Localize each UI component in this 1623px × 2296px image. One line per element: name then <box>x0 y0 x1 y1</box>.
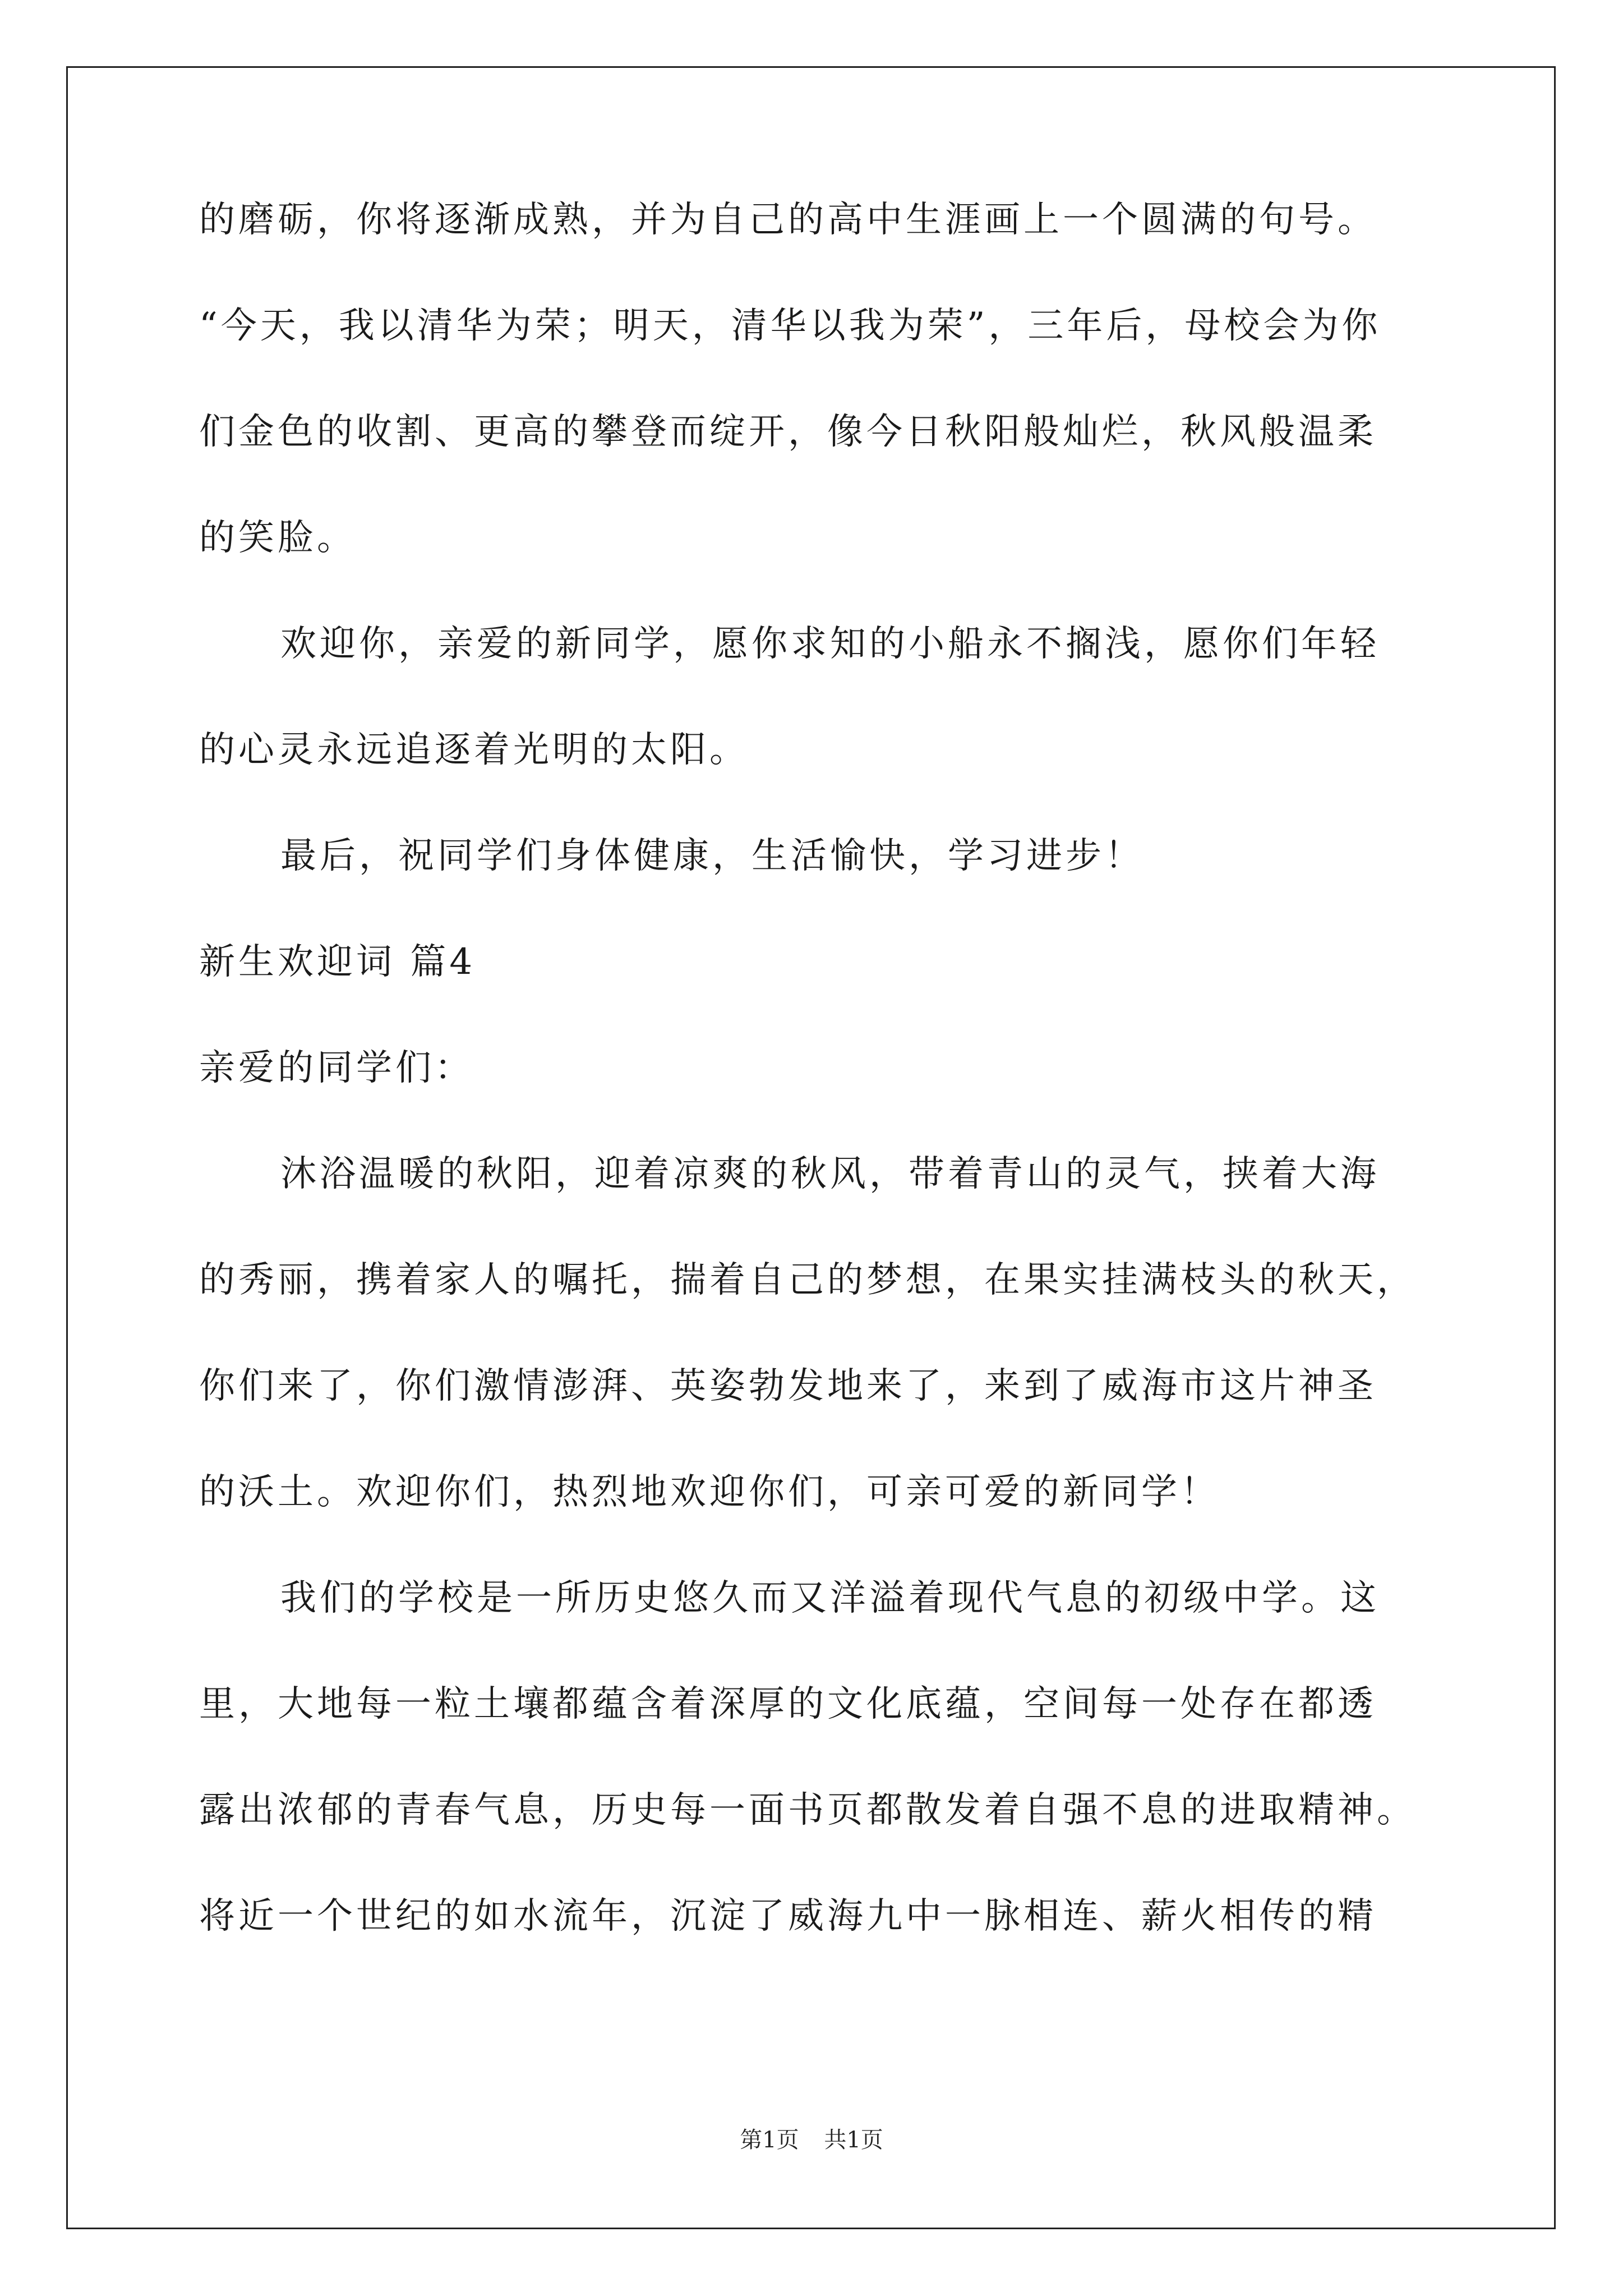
text-line: 露出浓郁的青春气息，历史每一面书页都散发着自强不息的进取精神。 <box>199 1789 1416 1831</box>
text-line: 的心灵永远追逐着光明的太阳。 <box>199 729 749 771</box>
text-line: 们金色的收割、更高的攀登而绽开，像今日秋阳般灿烂，秋风般温柔 <box>199 411 1377 453</box>
text-line: 沐浴温暖的秋阳，迎着凉爽的秋风，带着青山的灵气，挟着大海 <box>280 1153 1380 1195</box>
text-line: 我们的学校是一所历史悠久而又洋溢着现代气息的初级中学。这 <box>280 1577 1380 1619</box>
text-line: 最后，祝同学们身体健康，生活愉快，学习进步！ <box>280 835 1144 877</box>
text-line: “今天，我以清华为荣；明天，清华以我为荣”，三年后，母校会为你 <box>199 305 1381 347</box>
document-body <box>199 199 1424 2004</box>
text-line: 的磨砺，你将逐渐成熟，并为自己的高中生涯画上一个圆满的句号。 <box>199 199 1377 241</box>
salutation: 亲爱的同学们： <box>199 1047 474 1089</box>
text-line: 的沃土。欢迎你们，热烈地欢迎你们，可亲可爱的新同学！ <box>199 1471 1220 1513</box>
page-number: 第1页 <box>740 2127 799 2153</box>
page-total: 共1页 <box>824 2127 883 2153</box>
text-line: 的秀丽，携着家人的嘱托，揣着自己的梦想，在果实挂满枝头的秋天， <box>199 1259 1416 1301</box>
text-line: 将近一个世纪的如水流年，沉淀了威海九中一脉相连、薪火相传的精 <box>199 1895 1377 1937</box>
page-footer <box>0 2129 1623 2151</box>
text-line: 里，大地每一粒土壤都蕴含着深厚的文化底蕴，空间每一处存在都透 <box>199 1683 1377 1725</box>
text-line: 的笑脸。 <box>199 517 356 559</box>
text-line: 你们来了，你们激情澎湃、英姿勃发地来了，来到了威海市这片神圣 <box>199 1365 1377 1407</box>
text-line: 欢迎你，亲爱的新同学，愿你求知的小船永不搁浅，愿你们年轻 <box>280 623 1380 665</box>
section-heading: 新生欢迎词 篇4 <box>199 941 476 983</box>
